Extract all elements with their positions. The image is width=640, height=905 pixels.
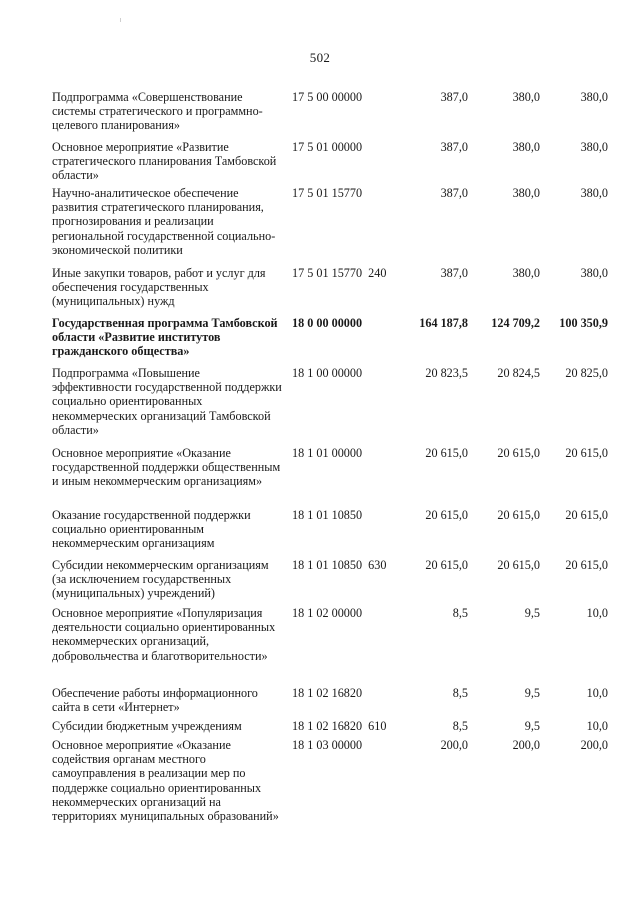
row-code: 17 5 01 15770 [292,186,363,200]
row-code: 18 1 00 00000 [292,366,363,380]
row-value-1: 20 615,0 [425,508,468,522]
row-value-2: 9,5 [524,719,540,733]
row-code: 18 1 01 10850 [292,508,363,522]
row-value-1: 20 615,0 [425,446,468,460]
row-value-2: 20 615,0 [497,558,540,572]
row-value-3: 100 350,9 [559,316,608,330]
row-value-1: 387,0 [440,186,468,200]
row-value-1: 20 615,0 [425,558,468,572]
row-value-3: 380,0 [580,186,608,200]
row-value-1: 164 187,8 [419,316,468,330]
row-name: Основное мероприятие «Оказание содействия органам местного самоуправления в реализации мер по поддержке социально ориентированных некоммерческих организаций на территориях муниципальных образований» [52,738,279,824]
row-name: Субсидии некоммерческим организациям (за исключением государственных (муниципальных) учреждений) [52,558,269,601]
row-value-1: 8,5 [452,719,468,733]
row-value-2: 380,0 [512,186,540,200]
row-code: 18 1 01 10850 630 [292,558,387,572]
row-value-3: 20 825,0 [565,366,608,380]
row-value-3: 20 615,0 [565,446,608,460]
row-value-1: 8,5 [452,686,468,700]
row-value-2: 20 615,0 [497,508,540,522]
row-name: Иные закупки товаров, работ и услуг для обеспечения государственных (муниципальных) нужд [52,266,266,309]
row-code: 18 1 02 00000 [292,606,363,620]
row-value-3: 10,0 [586,719,608,733]
row-name: Субсидии бюджетным учреждениям [52,719,242,733]
row-value-2: 200,0 [512,738,540,752]
row-value-3: 20 615,0 [565,558,608,572]
row-value-1: 387,0 [440,90,468,104]
row-value-3: 380,0 [580,266,608,280]
page-number: 502 [309,50,331,65]
row-code: 17 5 00 00000 [292,90,363,104]
row-name: Подпрограмма «Совершенствование системы стратегического и программно-целевого планирования» [52,90,263,133]
scan-speck [120,18,121,22]
row-code: 17 5 01 00000 [292,140,363,154]
row-code: 18 1 02 16820 610 [292,719,387,733]
row-value-2: 9,5 [524,686,540,700]
row-code: 18 0 00 00000 [292,316,363,330]
row-name: Основное мероприятие «Популяризация деятельности социально ориентированных некоммерческих организаций, добровольчества и благотворительности» [52,606,276,663]
row-value-2: 380,0 [512,140,540,154]
row-value-3: 380,0 [580,90,608,104]
row-value-1: 8,5 [452,606,468,620]
row-value-2: 380,0 [512,90,540,104]
row-name: Научно-аналитическое обеспечение развития стратегического планирования, прогнозирования и реализации региональной государственной социально-экономической политики [52,186,276,257]
row-value-3: 10,0 [586,686,608,700]
row-name: Основное мероприятие «Развитие стратегического планирования Тамбовской области» [52,140,277,183]
row-value-3: 380,0 [580,140,608,154]
row-value-2: 20 824,5 [497,366,540,380]
row-value-3: 10,0 [586,606,608,620]
row-name: Обеспечение работы информационного сайта в сети «Интернет» [52,686,258,715]
row-value-3: 200,0 [580,738,608,752]
row-name: Основное мероприятие «Оказание государственной поддержки общественным и иным некоммерческим организациям» [52,446,281,489]
row-value-2: 124 709,2 [491,316,540,330]
row-value-1: 200,0 [440,738,468,752]
row-name: Государственная программа Тамбовской области «Развитие институтов гражданского общества» [52,316,278,359]
row-value-2: 20 615,0 [497,446,540,460]
row-name: Подпрограмма «Повышение эффективности государственной поддержки социально ориентированных некоммерческих организаций Тамбовской области» [52,366,282,437]
row-value-1: 20 823,5 [425,366,468,380]
row-value-1: 387,0 [440,266,468,280]
row-code: 17 5 01 15770 240 [292,266,387,280]
row-value-3: 20 615,0 [565,508,608,522]
row-name: Оказание государственной поддержки социально ориентированным некоммерческим организациям [52,508,251,551]
row-value-1: 387,0 [440,140,468,154]
row-value-2: 380,0 [512,266,540,280]
row-code: 18 1 01 00000 [292,446,363,460]
row-code: 18 1 03 00000 [292,738,363,752]
row-code: 18 1 02 16820 [292,686,363,700]
row-value-2: 9,5 [524,606,540,620]
